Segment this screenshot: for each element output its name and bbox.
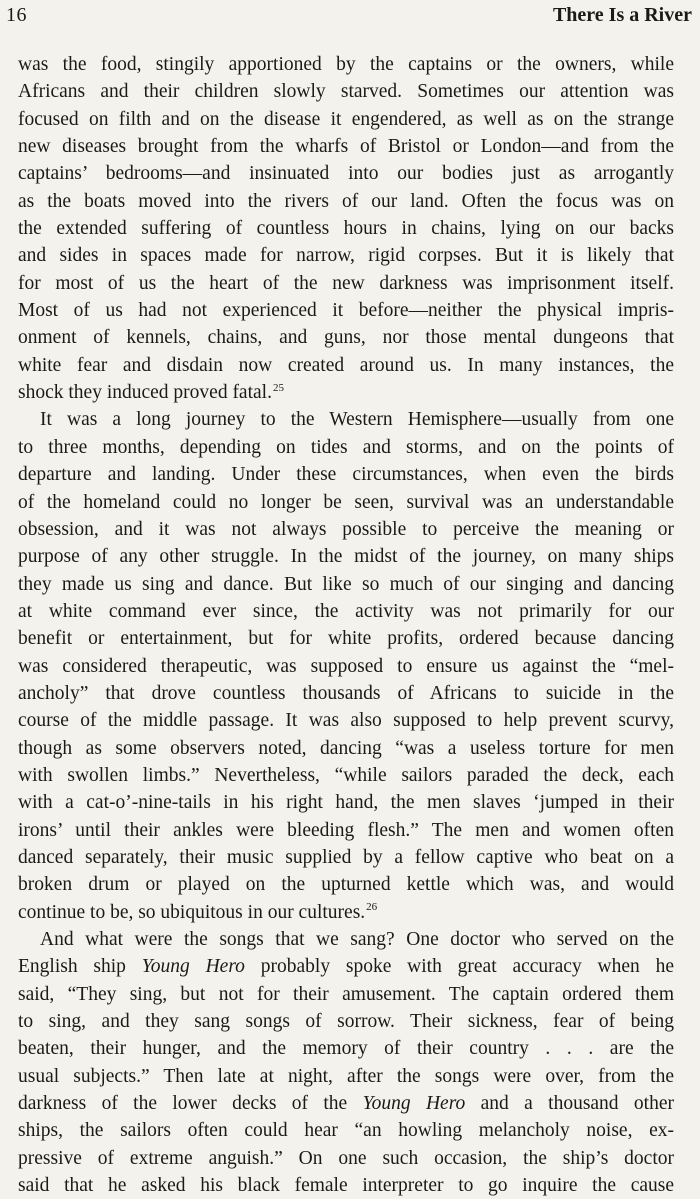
text-line: as the boats moved into the rivers of our land. Often the focus was on — [18, 190, 674, 212]
text-line: Africans and their children slowly starved. Sometimes our attention was — [18, 81, 674, 103]
text-line: was the food, stingily apportioned by the captains or the owners, while — [18, 54, 674, 75]
text-line: the extended suffering of countless hours in chains, lying on our backs — [18, 218, 674, 240]
text-line — [18, 1090, 674, 1117]
text-line — [18, 899, 674, 926]
ship-name-italic: Young Hero — [141, 956, 245, 978]
text-line: course of the middle passage. It was also supposed to help prevent scurvy, — [18, 710, 674, 732]
text-line: broken drum or played on the upturned kettle which was, and would — [18, 874, 674, 896]
line-text: darkness of the lower decks of the — [18, 1093, 363, 1115]
text-line: to three months, depending on tides and storms, and on the points of — [18, 436, 674, 458]
text-line: said, “They sing, but not for their amusement. The captain ordered them — [18, 983, 674, 1005]
text-line: And what were the songs that we sang? One doctor who served on the — [40, 929, 674, 950]
text-line: benefit or entertainment, but for white profits, ordered because dancing — [18, 628, 674, 650]
line-text: probably spoke with great accuracy when he — [244, 956, 674, 978]
text-line: obsession, and it was not always possible to perceive the meaning or — [18, 518, 674, 540]
text-line: for most of us the heart of the new darkness was imprisonment itself. — [18, 272, 674, 294]
text-line: It was a long journey to the Western Hemisphere—usually from one — [40, 409, 674, 431]
text-line: beaten, their hunger, and the memory of their country . . . are the — [18, 1038, 674, 1060]
text-line: with a cat-o’-nine-tails in his right hand, the men slaves ‘jumped in their — [18, 792, 674, 814]
line-text: English ship — [18, 956, 142, 978]
text-line: ships, the sailors often could hear “an howling melancholy noise, ex- — [18, 1120, 674, 1142]
text-line: they made us sing and dance. But like so much of our singing and dancing — [18, 573, 674, 595]
text-line: departure and landing. Under these circumstances, when even the birds — [18, 464, 674, 486]
text-line: at white command ever since, the activity was not primarily for our — [18, 600, 674, 622]
text-line — [18, 953, 674, 980]
paragraph-3 — [18, 926, 674, 1199]
text-line: white fear and disdain now created around us. In many instances, the — [18, 354, 674, 376]
paragraph-1 — [18, 51, 674, 406]
text-line: with swollen limbs.” Nevertheless, “while sailors paraded the deck, each — [18, 764, 674, 786]
page-number: 16 — [6, 4, 27, 26]
text-line: and sides in spaces made for narrow, rigid corpses. But it is likely that — [18, 245, 674, 267]
paragraph-2 — [18, 406, 674, 926]
text-line: usual subjects.” Then late at night, after the songs were over, from the — [18, 1065, 674, 1087]
text-line: purpose of any other struggle. In the midst of the journey, on many ships — [18, 546, 674, 568]
running-head — [6, 4, 692, 34]
text-line: focused on filth and on the disease it engendered, as well as on the strange — [18, 108, 674, 130]
text-line — [18, 379, 674, 406]
text-line: said that he asked his black female interpreter to go inquire the cause — [18, 1175, 674, 1197]
text-line: of the homeland could no longer be seen, survival was an understandable — [18, 491, 674, 513]
text-line: Most of us had not experienced it before—neither the physical impris- — [18, 300, 674, 322]
line-text: and a thousand other — [465, 1093, 674, 1115]
text-line: to sing, and they sang songs of sorrow. Their sickness, fear of being — [18, 1011, 674, 1033]
text-line: pressive of extreme anguish.” On one such occasion, the ship’s doctor — [18, 1147, 674, 1169]
footnote-marker[interactable]: 26 — [366, 901, 378, 914]
text-line: danced separately, their music supplied by a fellow captive who beat on a — [18, 846, 674, 868]
text-line: ancholy” that drove countless thousands of Africans to suicide in the — [18, 682, 674, 704]
body-text — [18, 51, 674, 1199]
ship-name-italic: Young Hero — [362, 1093, 466, 1115]
running-title: There Is a River — [552, 4, 692, 26]
text-line: new diseases brought from the wharfs of Bristol or London—and from the — [18, 136, 674, 158]
footnote-marker[interactable]: 25 — [272, 381, 284, 394]
line-text: shock they induced proved fatal. — [18, 382, 272, 404]
text-line: onment of kennels, chains, and guns, nor those mental dungeons that — [18, 327, 674, 349]
text-line: irons’ until their ankles were bleeding flesh.” The men and women often — [18, 819, 674, 841]
line-text: continue to be, so ubiquitous in our cultures. — [18, 901, 366, 923]
text-line: though as some observers noted, dancing “was a useless torture for men — [18, 737, 674, 759]
text-line: was considered therapeutic, was supposed to ensure us against the “mel- — [18, 655, 674, 677]
text-line: captains’ bedrooms—and insinuated into our bodies just as arrogantly — [18, 163, 674, 185]
